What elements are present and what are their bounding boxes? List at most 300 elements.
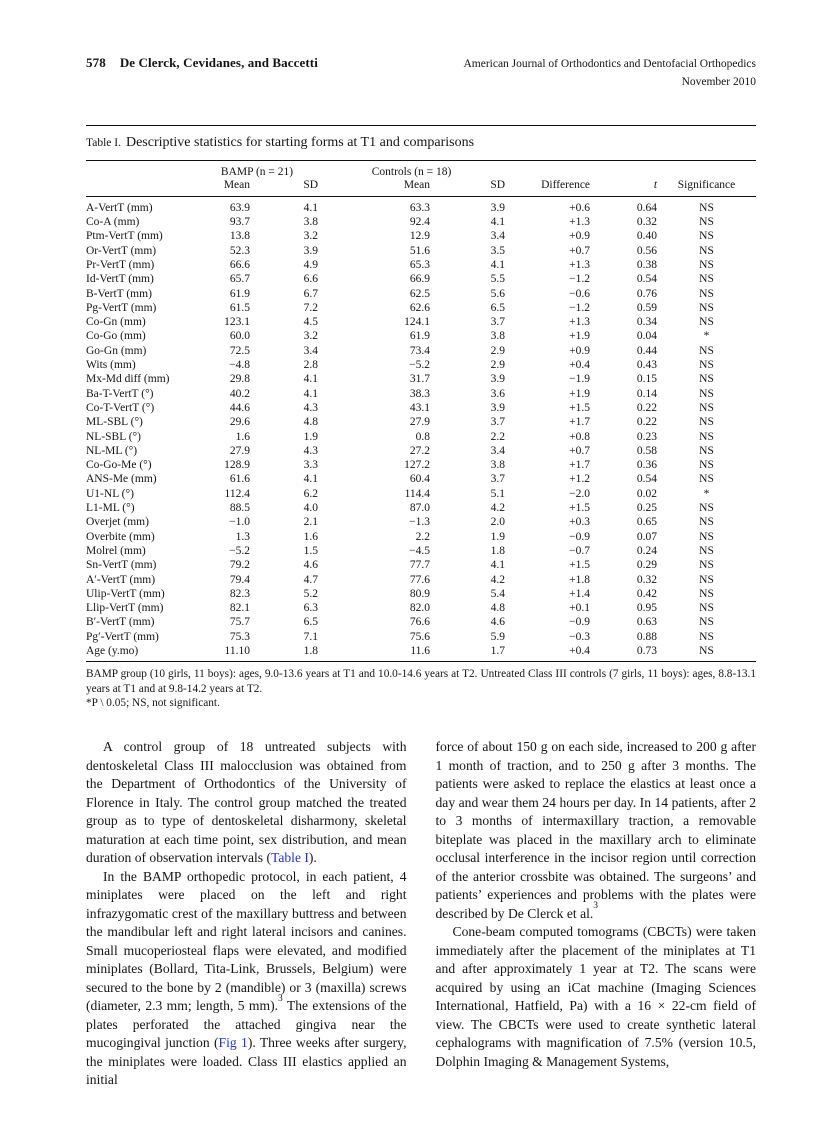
measure-label: Sn-VertT (mm) xyxy=(86,559,157,572)
significance-value: NS xyxy=(699,216,714,229)
controls-mean: 62.6 xyxy=(409,301,431,314)
stats-table-head xyxy=(86,160,756,196)
running-head-right xyxy=(463,55,756,92)
t-value: 0.43 xyxy=(636,359,658,372)
controls-mean: 92.4 xyxy=(409,216,431,229)
bamp-mean: 29.8 xyxy=(229,373,250,386)
significance-value: NS xyxy=(699,287,714,300)
controls-sd-header: SD xyxy=(430,179,505,197)
significance-value: * xyxy=(703,330,710,343)
difference-value: −0.9 xyxy=(569,530,591,543)
measure-label: Overbite (mm) xyxy=(86,530,155,543)
t-value: 0.14 xyxy=(636,387,658,400)
table-row xyxy=(86,196,756,215)
table-row xyxy=(86,315,756,329)
controls-sd: 5.6 xyxy=(490,287,506,300)
bamp-sd: 3.8 xyxy=(303,216,319,229)
measure-label: Age (y.mo) xyxy=(86,644,139,657)
controls-mean: 77.6 xyxy=(409,573,431,586)
t-value: 0.44 xyxy=(636,344,658,357)
table-title: Descriptive statistics for starting forms at T1 and comparisons xyxy=(125,134,475,150)
paragraph xyxy=(436,923,757,1071)
controls-mean: 66.9 xyxy=(409,273,431,286)
difference-header: Difference xyxy=(505,179,590,197)
difference-value: −1.2 xyxy=(569,301,591,314)
table-caption xyxy=(86,125,756,151)
measure-label: Mx-Md diff (mm) xyxy=(86,373,170,386)
controls-mean: 0.8 xyxy=(415,430,431,443)
measure-label: Pg′-VertT (mm) xyxy=(86,630,159,643)
bamp-sd: 4.3 xyxy=(303,401,319,414)
bamp-mean: 79.2 xyxy=(229,559,250,572)
controls-mean: 31.7 xyxy=(409,373,431,386)
difference-value: +0.1 xyxy=(569,602,591,615)
table-row xyxy=(86,287,756,301)
difference-value: +0.6 xyxy=(569,201,591,214)
t-value: 0.34 xyxy=(636,316,658,329)
bamp-sd: 3.4 xyxy=(303,344,319,357)
bamp-mean: 82.1 xyxy=(229,602,250,615)
controls-sd: 4.2 xyxy=(490,502,506,515)
significance-value: NS xyxy=(699,359,714,372)
difference-value: +1.4 xyxy=(569,587,591,600)
t-value: 0.73 xyxy=(636,644,658,657)
difference-value: +1.5 xyxy=(569,559,591,572)
measure-label: NL-SBL (°) xyxy=(86,430,141,443)
bamp-mean: 65.7 xyxy=(229,273,250,286)
bamp-sd: 3.2 xyxy=(303,230,319,243)
difference-value: +1.9 xyxy=(569,387,591,400)
bamp-mean: 61.9 xyxy=(229,287,250,300)
t-value: 0.04 xyxy=(636,330,658,343)
bamp-mean: 44.6 xyxy=(229,401,250,414)
significance-value: NS xyxy=(699,587,714,600)
controls-mean: 73.4 xyxy=(409,344,431,357)
difference-value: +0.4 xyxy=(569,359,591,372)
bamp-mean: 13.8 xyxy=(229,230,250,243)
measure-label: B′-VertT (mm) xyxy=(86,616,155,629)
table-row xyxy=(86,215,756,229)
table-row xyxy=(86,430,756,444)
controls-sd: 4.2 xyxy=(490,573,506,586)
bamp-sd: 3.2 xyxy=(303,330,319,343)
journal-name: American Journal of Orthodontics and Dentofacial Orthopedics xyxy=(463,58,756,70)
controls-sd: 3.9 xyxy=(490,373,506,386)
controls-mean: 87.0 xyxy=(409,502,431,515)
controls-sd: 4.6 xyxy=(490,616,506,629)
controls-sd: 5.4 xyxy=(490,587,506,600)
bamp-mean: 27.9 xyxy=(229,444,250,457)
table-row xyxy=(86,415,756,429)
bamp-sd: 4.5 xyxy=(303,316,319,329)
difference-value: −0.3 xyxy=(569,630,591,643)
bamp-mean: 11.10 xyxy=(224,644,250,657)
significance-value: NS xyxy=(699,444,714,457)
measure-label: Ulip-VertT (mm) xyxy=(86,587,165,600)
bamp-sd: 4.7 xyxy=(303,573,319,586)
controls-mean: 77.7 xyxy=(409,559,431,572)
controls-sd: 5.9 xyxy=(490,630,506,643)
bamp-mean: 93.7 xyxy=(229,216,250,229)
table-row xyxy=(86,530,756,544)
issue-date: November 2010 xyxy=(681,76,756,89)
significance-value: NS xyxy=(699,273,714,286)
table-1-section xyxy=(86,125,756,711)
measure-label: Wits (mm) xyxy=(86,359,136,372)
table-row xyxy=(86,444,756,458)
bamp-mean: 88.5 xyxy=(229,502,250,515)
significance-value: NS xyxy=(699,630,714,643)
table-row xyxy=(86,573,756,587)
bamp-mean: 66.6 xyxy=(229,258,250,271)
bamp-mean: −1.0 xyxy=(229,516,250,529)
bamp-sd: 1.8 xyxy=(303,644,319,657)
controls-mean: −4.5 xyxy=(409,544,431,557)
measure-label: NL-ML (°) xyxy=(86,444,138,457)
cross-reference-link[interactable]: Table I xyxy=(270,850,309,866)
table-row xyxy=(86,587,756,601)
table-row xyxy=(86,272,756,286)
text-run: ). Three weeks after surgery, the miniplates were loaded. Class III elastics applied an initial xyxy=(86,1035,407,1088)
t-value: 0.40 xyxy=(636,230,658,243)
controls-sd: 1.8 xyxy=(490,544,506,557)
measure-label: Co-Go (mm) xyxy=(86,330,146,343)
controls-sd: 4.1 xyxy=(490,258,506,271)
controls-sd: 2.2 xyxy=(490,430,506,443)
text-run: The extensions of the plates perforated the attached gingiva near the mucogingival junction ( xyxy=(86,998,407,1051)
measure-label: Ptm-VertT (mm) xyxy=(86,230,163,243)
page-number: 578 xyxy=(86,55,106,70)
bamp-sd: 4.8 xyxy=(303,416,319,429)
t-value: 0.38 xyxy=(636,258,658,271)
measure-label: Co-A (mm) xyxy=(86,216,140,229)
difference-value: +0.3 xyxy=(569,516,591,529)
bamp-mean: 75.7 xyxy=(229,616,250,629)
significance-value: NS xyxy=(699,258,714,271)
controls-sd: 4.1 xyxy=(490,559,506,572)
bamp-mean: 29.6 xyxy=(229,416,250,429)
bamp-mean: 52.3 xyxy=(229,244,250,257)
measure-label: A′-VertT (mm) xyxy=(86,573,156,586)
controls-sd: 3.7 xyxy=(490,473,506,486)
measure-label: Overjet (mm) xyxy=(86,516,149,529)
significance-value: NS xyxy=(699,502,714,515)
bamp-mean-header: Mean xyxy=(196,179,250,197)
measure-label: Go-Gn (mm) xyxy=(86,344,147,357)
t-value: 0.76 xyxy=(636,287,658,300)
controls-sd: 1.9 xyxy=(490,530,506,543)
bamp-sd: 4.3 xyxy=(303,444,319,457)
measure-label: L1-ML (°) xyxy=(86,502,135,515)
bamp-mean: 79.4 xyxy=(229,573,250,586)
controls-sd: 6.5 xyxy=(490,301,506,314)
bamp-sd: 1.5 xyxy=(303,544,319,557)
bamp-sd: 6.6 xyxy=(303,273,319,286)
running-head-left xyxy=(86,55,318,71)
bamp-mean: 72.5 xyxy=(229,344,250,357)
difference-value: +1.5 xyxy=(569,502,591,515)
significance-value: NS xyxy=(699,316,714,329)
measure-label: ANS-Me (mm) xyxy=(86,473,157,486)
paragraph xyxy=(86,738,407,868)
bamp-sd-header: SD xyxy=(250,179,318,197)
measure-label: Llip-VertT (mm) xyxy=(86,602,164,615)
bamp-sd: 2.1 xyxy=(303,516,319,529)
difference-value: +1.5 xyxy=(569,401,591,414)
controls-mean: 75.6 xyxy=(409,630,431,643)
bamp-sd: 7.1 xyxy=(303,630,319,643)
table-row xyxy=(86,258,756,272)
significance-value: NS xyxy=(699,602,714,615)
bamp-sd: 6.7 xyxy=(303,287,319,300)
body-column-left xyxy=(86,738,407,1090)
bamp-sd: 4.1 xyxy=(303,373,319,386)
measure-label: Co-Go-Me (°) xyxy=(86,459,152,472)
t-value: 0.32 xyxy=(636,573,658,586)
significance-value: NS xyxy=(699,301,714,314)
difference-value: +0.8 xyxy=(569,430,591,443)
controls-sd: 3.8 xyxy=(490,459,506,472)
bamp-mean: 61.5 xyxy=(229,301,250,314)
table-row xyxy=(86,458,756,472)
bamp-mean: 82.3 xyxy=(229,587,250,600)
table-row xyxy=(86,358,756,372)
controls-mean: 27.2 xyxy=(409,444,431,457)
difference-value: −1.9 xyxy=(569,373,591,386)
measure-label: A-VertT (mm) xyxy=(86,201,153,214)
t-value: 0.65 xyxy=(636,516,658,529)
controls-sd: 3.8 xyxy=(490,330,506,343)
controls-mean: 38.3 xyxy=(409,387,431,400)
significance-value: NS xyxy=(699,373,714,386)
controls-mean: 80.9 xyxy=(409,587,431,600)
text-run: A control group of 18 untreated subjects with dentoskeletal Class III malocclusion was obtained from the Department of Orthodontics of the University of Florence in Italy. The control group matched the treated group as to type of dentoskeletal disharmony, skeletal maturation at each time point, sex distribution, and mean duration of observation intervals ( xyxy=(86,739,407,866)
controls-sd: 3.7 xyxy=(490,416,506,429)
t-value: 0.24 xyxy=(636,544,658,557)
controls-mean: 60.4 xyxy=(409,473,431,486)
controls-sd: 3.5 xyxy=(490,244,506,257)
significance-value: NS xyxy=(699,459,714,472)
controls-group-header: Controls (n = 18) xyxy=(371,165,452,178)
table-row xyxy=(86,329,756,343)
controls-mean: 43.1 xyxy=(409,401,431,414)
difference-value: −0.9 xyxy=(569,616,591,629)
controls-mean: 76.6 xyxy=(409,616,431,629)
table-row xyxy=(86,344,756,358)
difference-value: −0.7 xyxy=(569,544,591,557)
text-run: ). xyxy=(308,850,317,866)
controls-sd: 3.9 xyxy=(490,401,506,414)
t-value: 0.25 xyxy=(636,502,658,515)
text-run: Cone-beam computed tomograms (CBCTs) were taken immediately after the placement of the miniplates at T1 and after approximately 1 year at T2. The scans were acquired by using an iCat machine (Imaging Sciences International, Hatfield, Pa) with a 16 × 22-cm field of view. The CBCTs were used to create synthetic lateral cephalograms with magnification of 7.5% (version 10.5, Dolphin Imaging & Management Systems, xyxy=(435,924,756,1069)
text-run: In the BAMP orthopedic protocol, in each patient, 4 miniplates were placed on the left and right infrazygomatic crest of the maxillary buttress and between the mandibular left and right lateral incisors and canines. Small mucoperiosteal flaps were elevated, and modified miniplates (Bollard, Tita-Link, Brussels, Belgium) were secured to the bone by 2 (mandible) or 3 (maxilla) screws (diameter, 2.3 mm; length, 5 mm). xyxy=(86,868,407,1014)
t-value: 0.29 xyxy=(636,559,658,572)
bamp-mean: −5.2 xyxy=(229,544,250,557)
t-value: 0.56 xyxy=(636,244,658,257)
bamp-sd: 4.6 xyxy=(303,559,319,572)
controls-mean: 65.3 xyxy=(409,258,431,271)
body-column-right xyxy=(436,738,757,1090)
significance-value: NS xyxy=(699,201,714,214)
measure-label: Ba-T-VertT (°) xyxy=(86,387,154,400)
controls-mean: 127.2 xyxy=(404,459,431,472)
reference-superscript[interactable]: 3 xyxy=(593,901,599,912)
t-value: 0.07 xyxy=(636,530,658,543)
controls-sd: 4.8 xyxy=(490,602,506,615)
controls-mean: 27.9 xyxy=(409,416,431,429)
controls-sd: 4.1 xyxy=(490,216,506,229)
table-row xyxy=(86,301,756,315)
difference-value: +1.7 xyxy=(569,416,591,429)
difference-value: −1.2 xyxy=(569,273,591,286)
t-value: 0.64 xyxy=(636,201,658,214)
paragraph xyxy=(436,738,757,923)
controls-sd: 5.1 xyxy=(490,487,506,500)
measure-label: Pg-VertT (mm) xyxy=(86,301,157,314)
group-header-row xyxy=(86,160,756,179)
t-value: 0.22 xyxy=(636,401,658,414)
bamp-mean: 123.1 xyxy=(224,316,250,329)
table-row xyxy=(86,544,756,558)
difference-value: +1.7 xyxy=(569,459,591,472)
bamp-sd: 6.5 xyxy=(303,616,319,629)
significance-value: NS xyxy=(699,401,714,414)
controls-sd: 2.0 xyxy=(490,516,506,529)
bamp-mean: 1.6 xyxy=(235,430,250,443)
bamp-mean: 61.6 xyxy=(229,473,250,486)
bamp-mean: 128.9 xyxy=(224,459,250,472)
measure-label: ML-SBL (°) xyxy=(86,416,143,429)
t-value: 0.23 xyxy=(636,430,658,443)
table-row xyxy=(86,244,756,258)
controls-mean: 2.2 xyxy=(415,530,431,543)
controls-mean: −5.2 xyxy=(409,359,431,372)
t-value: 0.58 xyxy=(636,444,658,457)
bamp-group-header: BAMP (n = 21) xyxy=(220,165,294,178)
controls-sd: 2.9 xyxy=(490,359,506,372)
t-value: 0.63 xyxy=(636,616,658,629)
t-value: 0.42 xyxy=(636,587,658,600)
table-label: Table I. xyxy=(86,136,121,149)
controls-sd: 3.4 xyxy=(490,230,506,243)
difference-value: +1.9 xyxy=(569,330,591,343)
controls-mean: 82.0 xyxy=(409,602,431,615)
t-header: t xyxy=(590,179,657,197)
difference-value: +1.8 xyxy=(569,573,591,586)
cross-reference-link[interactable]: Fig 1 xyxy=(218,1035,248,1051)
table-row xyxy=(86,630,756,644)
significance-value: NS xyxy=(699,616,714,629)
controls-sd: 1.7 xyxy=(490,644,506,657)
significance-value: NS xyxy=(699,244,714,257)
table-row xyxy=(86,515,756,529)
bamp-sd: 4.1 xyxy=(303,201,319,214)
stats-table xyxy=(86,160,756,663)
controls-mean: 11.6 xyxy=(410,644,431,657)
bamp-sd: 1.9 xyxy=(303,430,319,443)
article-body xyxy=(86,738,756,1090)
difference-value: −0.6 xyxy=(569,287,591,300)
measure-label: Or-VertT (mm) xyxy=(86,244,157,257)
bamp-mean: 60.0 xyxy=(229,330,250,343)
t-value: 0.54 xyxy=(636,473,658,486)
significance-value: NS xyxy=(699,344,714,357)
significance-value: NS xyxy=(699,544,714,557)
t-value: 0.88 xyxy=(636,630,658,643)
significance-value: NS xyxy=(699,230,714,243)
t-value: 0.22 xyxy=(636,416,658,429)
t-value: 0.36 xyxy=(636,459,658,472)
running-authors: De Clerck, Cevidanes, and Baccetti xyxy=(119,55,318,70)
controls-sd: 3.6 xyxy=(490,387,506,400)
t-value: 0.59 xyxy=(636,301,658,314)
bamp-sd: 5.2 xyxy=(303,587,319,600)
column-header-row xyxy=(86,179,756,197)
controls-mean: 12.9 xyxy=(409,230,431,243)
bamp-sd: 4.9 xyxy=(303,258,319,271)
measure-label: B-VertT (mm) xyxy=(86,287,152,300)
table-row xyxy=(86,487,756,501)
significance-value: NS xyxy=(699,516,714,529)
controls-mean: 61.9 xyxy=(409,330,431,343)
difference-value: +0.4 xyxy=(569,644,591,657)
bamp-sd: 1.6 xyxy=(303,530,319,543)
table-row xyxy=(86,615,756,629)
bamp-sd: 6.3 xyxy=(303,602,319,615)
bamp-sd: 4.0 xyxy=(303,502,319,515)
difference-value: +1.3 xyxy=(569,316,591,329)
bamp-sd: 3.3 xyxy=(303,459,319,472)
bamp-mean: 75.3 xyxy=(229,630,250,643)
t-value: 0.02 xyxy=(636,487,658,500)
significance-value: NS xyxy=(699,387,714,400)
table-row xyxy=(86,601,756,615)
controls-mean: 124.1 xyxy=(404,316,431,329)
significance-value: NS xyxy=(699,473,714,486)
table-row xyxy=(86,472,756,486)
controls-mean-header: Mean xyxy=(318,179,430,197)
table-row xyxy=(86,387,756,401)
t-value: 0.32 xyxy=(636,216,658,229)
t-value: 0.95 xyxy=(636,602,658,615)
significance-value: NS xyxy=(699,530,714,543)
significance-value: NS xyxy=(699,416,714,429)
table-row xyxy=(86,644,756,662)
text-run: force of about 150 g on each side, increased to 200 g after 1 month of traction, and to 250 g after 3 months. The patients were asked to replace the elastics at least once a day and wear them 24 hours per day. In 14 patients, after 2 to 3 months of intermaxillary traction, a removable biteplate was placed in the maxillary arch to eliminate occlusal interference in the incisor region until correction of the anterior crossbite was obtained. The surgeons’ and patients’ experiences and problems with the plates were described by De Clerck et al. xyxy=(435,739,756,921)
controls-sd: 3.4 xyxy=(490,444,506,457)
table-row xyxy=(86,229,756,243)
significance-note: *P \ 0.05; NS, not significant. xyxy=(86,697,220,710)
reference-superscript[interactable]: 3 xyxy=(278,993,283,1004)
bamp-mean: 40.2 xyxy=(229,387,250,400)
table-row xyxy=(86,501,756,515)
bamp-mean: −4.8 xyxy=(229,359,250,372)
table-row xyxy=(86,558,756,572)
difference-value: +0.7 xyxy=(569,444,591,457)
bamp-sd: 4.1 xyxy=(303,387,319,400)
difference-value: +0.9 xyxy=(569,230,591,243)
controls-sd: 3.7 xyxy=(490,316,506,329)
significance-value: * xyxy=(703,487,710,500)
bamp-mean: 112.4 xyxy=(224,487,250,500)
table-row xyxy=(86,372,756,386)
controls-mean: 51.6 xyxy=(409,244,431,257)
bamp-mean: 1.3 xyxy=(235,530,250,543)
measure-label: U1-NL (°) xyxy=(86,487,134,500)
difference-value: +0.7 xyxy=(569,244,591,257)
stats-table-body xyxy=(86,196,756,662)
bamp-mean: 63.9 xyxy=(229,201,250,214)
